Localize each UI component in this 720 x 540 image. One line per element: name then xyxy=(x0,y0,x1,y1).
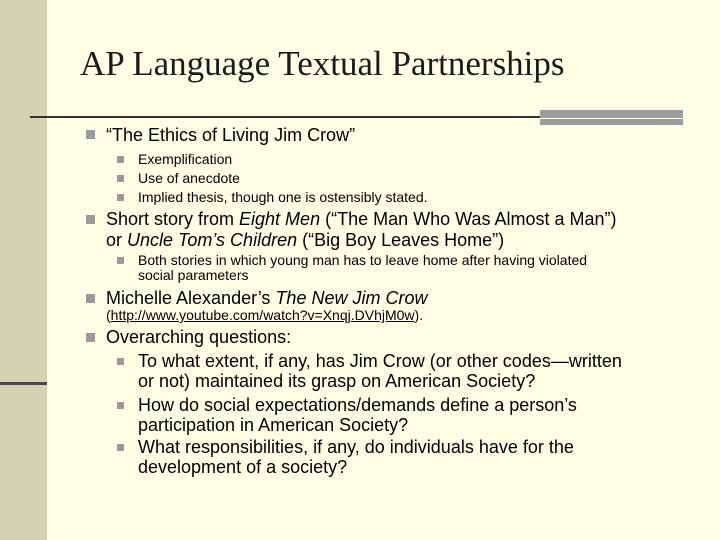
title-underline xyxy=(30,116,540,118)
video-link-line: (http://www.youtube.com/watch?v=Xnqj.DVhjM0w). xyxy=(106,307,424,323)
sub-bullet-square-icon xyxy=(117,402,124,409)
question-social-expectations-line2: participation in American Society? xyxy=(138,415,409,435)
slide-title: AP Language Textual Partnerships xyxy=(80,44,565,83)
sub-bullet-both-stories-line1: Both stories in which young man has to leave home after having violated xyxy=(138,252,588,268)
sub-bullet-square-icon xyxy=(117,156,124,163)
sub-bullet-square-icon xyxy=(117,358,124,365)
left-band-divider xyxy=(0,382,47,385)
title-accent-bar-bottom xyxy=(540,119,683,125)
bullet-square-icon xyxy=(86,333,95,342)
question-responsibilities-line2: development of a society? xyxy=(138,457,348,477)
bullet-short-story-line1: Short story from Eight Men (“The Man Who Was Almost a Man”) xyxy=(106,209,617,229)
youtube-link[interactable]: http://www.youtube.com/watch?v=Xnqj.DVhjM0w xyxy=(110,307,415,323)
sub-bullet-implied-thesis: Implied thesis, though one is ostensibly stated. xyxy=(138,189,428,205)
sub-bullet-square-icon xyxy=(117,194,124,201)
title-accent-bar-top xyxy=(540,110,683,118)
bullet-overarching-questions: Overarching questions: xyxy=(106,327,292,347)
question-social-expectations-line1: How do social expectations/demands define a person’s xyxy=(138,395,577,415)
bullet-short-story-line2: or Uncle Tom’s Children (“Big Boy Leaves Home”) xyxy=(106,230,505,250)
question-jim-crow-line2: or not) maintained its grasp on American Society? xyxy=(138,371,536,391)
bullet-ethics-living-jim-crow: “The Ethics of Living Jim Crow” xyxy=(106,125,356,145)
left-decorative-band xyxy=(0,0,47,540)
sub-bullet-square-icon xyxy=(117,257,124,264)
bullet-square-icon xyxy=(86,130,95,139)
question-responsibilities-line1: What responsibilities, if any, do individuals have for the xyxy=(138,437,574,457)
bullet-square-icon xyxy=(86,215,95,224)
sub-bullet-square-icon xyxy=(117,175,124,182)
sub-bullet-exemplification: Exemplification xyxy=(138,151,233,167)
sub-bullet-both-stories-line2: social parameters xyxy=(138,267,249,283)
sub-bullet-square-icon xyxy=(117,444,124,451)
bullet-michelle-alexander: Michelle Alexander’s The New Jim Crow xyxy=(106,288,428,308)
bullet-square-icon xyxy=(86,294,95,303)
question-jim-crow-line1: To what extent, if any, has Jim Crow (or other codes—written xyxy=(138,351,622,371)
sub-bullet-anecdote: Use of anecdote xyxy=(138,170,240,186)
